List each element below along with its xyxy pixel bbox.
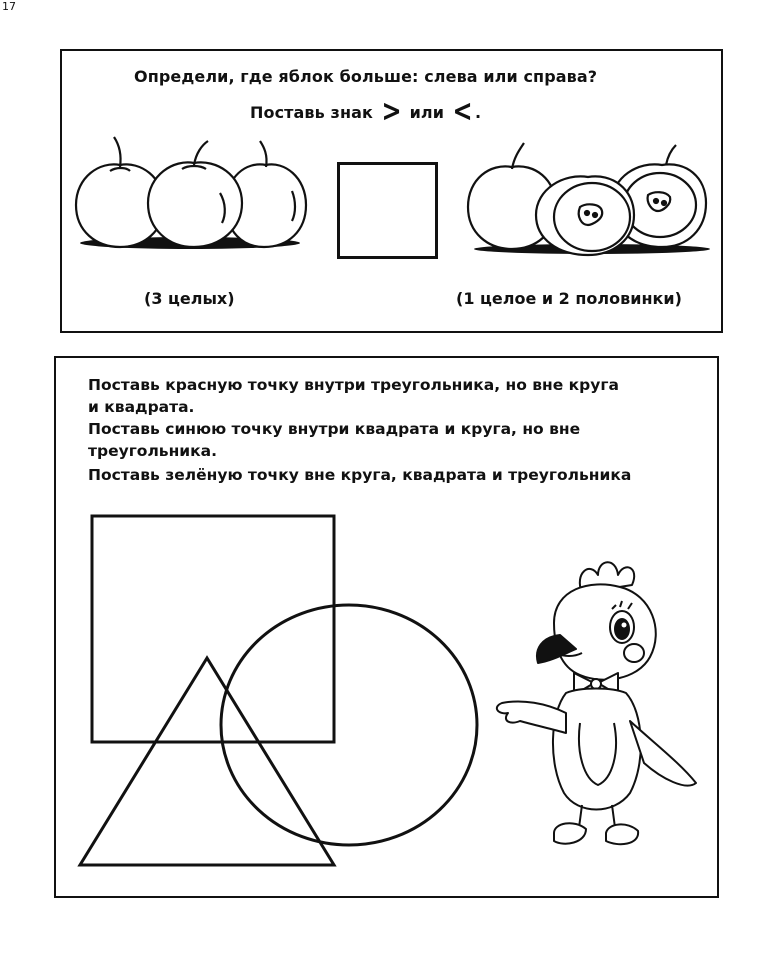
square-shape[interactable] (92, 516, 334, 742)
apple-comparison-panel (60, 49, 723, 333)
sign-instruction-prefix: Поставь знак (250, 103, 373, 122)
apple-question: Определи, где яблок больше: слева или справа? (134, 67, 598, 86)
cartoon-bird-illustration (494, 553, 704, 873)
comparison-sign-box[interactable] (337, 162, 438, 259)
sign-instruction-or: или (409, 103, 445, 122)
instruction-line-1: Поставь красную точку внутри треугольника, но вне круга (88, 376, 619, 394)
greater-sign: > (381, 94, 402, 129)
circle-shape[interactable] (221, 605, 477, 845)
whole-and-halves-apples-illustration (462, 137, 712, 257)
sign-instruction (250, 94, 482, 129)
instruction-line-2: и квадрата. (88, 398, 195, 416)
page-number: 17 (2, 0, 16, 13)
less-sign: < (452, 94, 473, 129)
instruction-line-5: Поставь зелёную точку вне круга, квадрата и треугольника (88, 466, 632, 484)
left-apples-caption: (3 целых) (144, 289, 235, 308)
geometric-shapes-figure[interactable] (56, 498, 506, 878)
three-whole-apples-illustration (70, 133, 310, 253)
instruction-line-3: Поставь синюю точку внутри квадрата и круга, но вне (88, 420, 581, 438)
right-apples-caption: (1 целое и 2 половинки) (456, 289, 682, 308)
shapes-dots-panel (54, 356, 719, 898)
sign-instruction-end: . (474, 103, 482, 122)
instruction-line-4: треугольника. (88, 442, 218, 460)
